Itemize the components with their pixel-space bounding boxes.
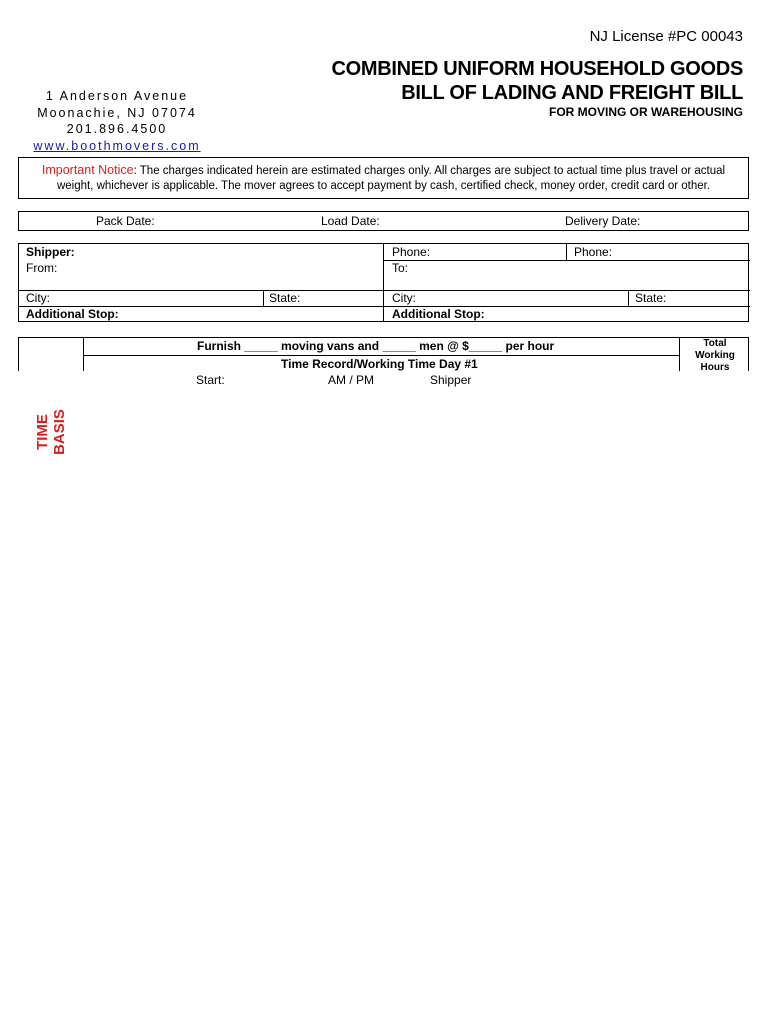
address-city: Moonachie, NJ 07074: [37, 105, 197, 120]
shipper-initials-field[interactable]: Shipper: [430, 373, 472, 387]
load-date-field[interactable]: Load Date:: [321, 214, 380, 228]
parties-center-divider: [383, 244, 384, 322]
city-field-left[interactable]: City:: [26, 291, 50, 305]
delivery-date-field[interactable]: Delivery Date:: [565, 214, 641, 228]
total-line1: Total: [703, 338, 727, 349]
form-title-line2: BILL OF LADING AND FREIGHT BILL: [401, 82, 743, 104]
to-field[interactable]: To:: [392, 261, 409, 275]
time-basis-label-line1: TIME: [34, 414, 51, 450]
phone-field-2[interactable]: Phone:: [574, 245, 613, 259]
city-field-right[interactable]: City:: [392, 291, 416, 305]
phone-row-divider: [384, 260, 750, 261]
state-field-left[interactable]: State:: [269, 291, 301, 305]
notice-text-line2: weight, whichever is applicable. The mover agrees to accept payment by cash, certified check, money order, credit card or other.: [56, 180, 711, 192]
am-pm-field[interactable]: AM / PM: [328, 373, 375, 387]
additional-stop-right[interactable]: Additional Stop:: [392, 307, 485, 321]
time-basis-section: [18, 337, 749, 371]
state-right-divider: [628, 290, 629, 306]
stop-row-top-line: [19, 306, 750, 307]
time-basis-label: [34, 409, 74, 513]
parties-section: [18, 243, 749, 322]
license-number: NJ License #PC 00043: [589, 28, 743, 45]
furnish-row-line: [84, 355, 679, 356]
from-field[interactable]: From:: [26, 261, 58, 275]
start-field[interactable]: Start:: [196, 373, 225, 387]
pack-date-field[interactable]: Pack Date:: [96, 214, 155, 228]
total-working-hours-header: [680, 338, 750, 374]
state-field-right[interactable]: State:: [635, 291, 667, 305]
phone-field-1[interactable]: Phone:: [392, 245, 431, 259]
address-phone: 201.896.4500: [66, 122, 168, 136]
total-line2: Working: [695, 350, 735, 361]
company-address: [22, 88, 212, 154]
form-title-line1: COMBINED UNIFORM HOUSEHOLD GOODS: [331, 58, 743, 80]
additional-stop-left[interactable]: Additional Stop:: [26, 307, 119, 321]
shipper-field[interactable]: Shipper:: [26, 245, 75, 259]
furnish-line[interactable]: Furnish _____ moving vans and _____ men @ $_____ per hour: [197, 339, 555, 353]
time-record-heading: Time Record/Working Time Day #1: [281, 357, 478, 371]
total-line3: Hours: [700, 362, 730, 373]
notice-label: Important Notice: [41, 163, 134, 177]
address-street: 1 Anderson Avenue: [45, 89, 189, 103]
notice-text-line1: : The charges indicated herein are estimated charges only. All charges are subject to actual time plus travel or actual: [133, 165, 726, 177]
important-notice: [18, 157, 749, 199]
website-link[interactable]: www.boothmovers.com: [33, 138, 201, 153]
phone-divider: [566, 244, 567, 260]
state-left-divider: [263, 290, 264, 306]
form-subtitle: FOR MOVING OR WAREHOUSING: [548, 105, 743, 119]
dates-row: [18, 211, 749, 231]
time-basis-label-line2: BASIS: [51, 409, 68, 455]
